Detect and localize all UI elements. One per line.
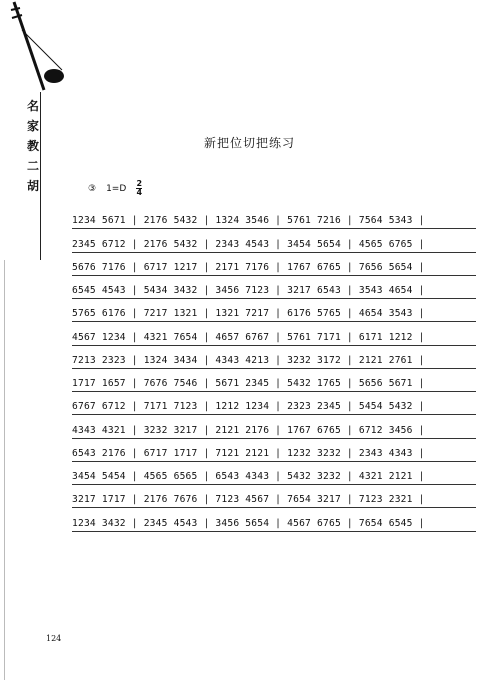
notation-row: 2345 6712 | 2176 5432 | 2343 4543 | 3454 5654 | 4565 6765 | [72, 229, 476, 252]
piece-number: ③ [88, 183, 97, 194]
piece-header [88, 180, 142, 197]
notation-row: 6767 6712 | 7171 7123 | 1212 1234 | 2323 2345 | 5454 5432 | [72, 392, 476, 415]
sidebar-edge-line [4, 260, 5, 680]
score-body [72, 206, 476, 532]
section-title: 新把位切把练习 [203, 136, 295, 150]
notation-row: 6545 4543 | 5434 3432 | 3456 7123 | 3217 6543 | 3543 4654 | [72, 276, 476, 299]
key-signature: 1=D [106, 183, 127, 194]
notation-row: 1717 1657 | 7676 7546 | 5671 2345 | 5432 1765 | 5656 5671 | [72, 369, 476, 392]
notation-row: 3454 5454 | 4565 6565 | 6543 4343 | 5432 3232 | 4321 2121 | [72, 462, 476, 485]
notation-row: 4343 4321 | 3232 3217 | 2121 2176 | 1767 6765 | 6712 3456 | [72, 415, 476, 438]
notation-row: 5676 7176 | 6717 1217 | 2171 7176 | 1767 6765 | 7656 5654 | [72, 253, 476, 276]
notation-row: 1234 5671 | 2176 5432 | 1324 3546 | 5761 7216 | 7564 5343 | [72, 206, 476, 229]
notation-row: 6543 2176 | 6717 1717 | 7121 2121 | 1232 3232 | 2343 4343 | [72, 439, 476, 462]
notation-row: 1234 3432 | 2345 4543 | 3456 5654 | 4567 6765 | 7654 6545 | [72, 508, 476, 531]
time-signature: 2 4 [136, 179, 143, 197]
notation-row: 4567 1234 | 4321 7654 | 4657 6767 | 5761 7171 | 6171 1212 | [72, 322, 476, 345]
notation-row: 5765 6176 | 7217 1321 | 1321 7217 | 6176 5765 | 4654 3543 | [72, 299, 476, 322]
sidebar [0, 0, 44, 690]
notation-row: 3217 1717 | 2176 7676 | 7123 4567 | 7654 3217 | 7123 2321 | [72, 485, 476, 508]
page-number: 124 [46, 634, 62, 643]
notation-row: 7213 2323 | 1324 3434 | 4343 4213 | 3232 3172 | 2121 2761 | [72, 346, 476, 369]
erhu-icon [2, 0, 72, 95]
book-title: 名 家 教 二 胡 [26, 99, 39, 193]
sidebar-divider [40, 92, 41, 260]
